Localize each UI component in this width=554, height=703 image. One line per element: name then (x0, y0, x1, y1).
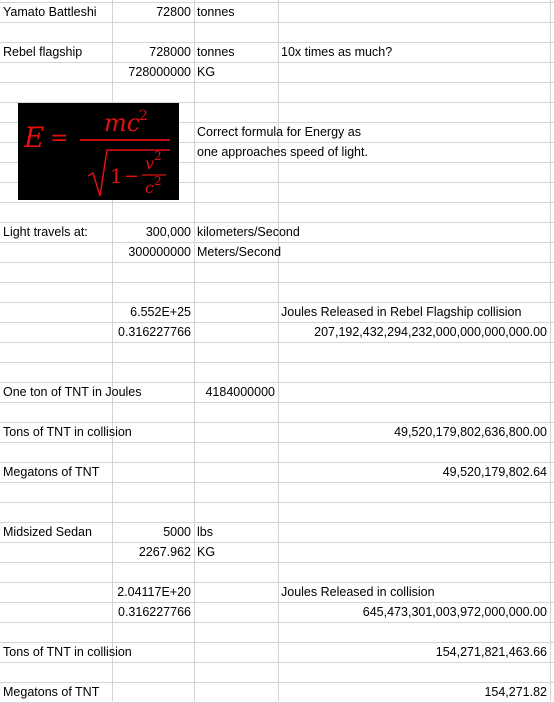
row-gridline (0, 42, 554, 43)
row-gridline (0, 62, 554, 63)
row-gridline (0, 342, 554, 343)
cell[interactable]: 300,000 (145, 225, 191, 239)
cell[interactable]: kilometers/Second (197, 225, 300, 239)
cell[interactable]: Tons of TNT in collision (3, 425, 132, 439)
formula-exponent: 2 (139, 108, 148, 124)
formula-graphic (18, 103, 179, 200)
cell[interactable]: Joules Released in collision (281, 585, 435, 599)
cell[interactable]: 728000000 (128, 65, 191, 79)
cell[interactable]: 10x times as much? (281, 45, 393, 59)
row-gridline (0, 482, 554, 483)
formula-c-exp: 2 (154, 174, 162, 188)
cell[interactable]: 0.316227766 (118, 325, 191, 339)
cell[interactable]: 49,520,179,802.64 (442, 465, 547, 479)
row-gridline (0, 282, 554, 283)
cell[interactable]: 645,473,301,003,972,000,000.00 (362, 605, 547, 619)
energy-formula-image[interactable] (18, 103, 179, 200)
cell[interactable]: 49,520,179,802,636,800.00 (394, 425, 547, 439)
column-gridline (194, 0, 195, 701)
cell[interactable]: 300000000 (128, 245, 191, 259)
formula-c: c (145, 178, 154, 197)
row-gridline (0, 262, 554, 263)
cell[interactable]: tonnes (197, 45, 235, 59)
cell[interactable]: 6.552E+25 (130, 305, 191, 319)
formula-equals: = (50, 126, 69, 151)
cell[interactable]: KG (197, 65, 216, 79)
row-gridline (0, 402, 554, 403)
cell[interactable]: one approaches speed of light. (197, 145, 368, 159)
cell[interactable]: Light travels at: (3, 225, 88, 239)
cell[interactable]: 5000 (163, 525, 191, 539)
row-gridline (0, 562, 554, 563)
row-gridline (0, 22, 554, 23)
cell[interactable]: KG (197, 545, 216, 559)
formula-minus: − (124, 166, 140, 187)
cell[interactable]: lbs (197, 525, 213, 539)
cell[interactable]: Tons of TNT in collision (3, 645, 132, 659)
cell[interactable]: 207,192,432,294,232,000,000,000,000.00 (314, 325, 547, 339)
cell[interactable]: Joules Released in Rebel Flagship collision (281, 305, 522, 319)
row-gridline (0, 542, 554, 543)
column-gridline (550, 0, 551, 701)
cell[interactable]: Megatons of TNT (3, 465, 100, 479)
row-gridline (0, 362, 554, 363)
formula-v-exp: 2 (154, 149, 162, 163)
cell[interactable]: 72800 (156, 5, 191, 19)
cell[interactable]: Yamato Battleshi (3, 5, 97, 19)
formula-e: E (24, 121, 45, 154)
row-gridline (0, 662, 554, 663)
column-gridline (278, 0, 279, 701)
cell[interactable]: 4184000000 (205, 385, 275, 399)
cell[interactable]: Correct formula for Energy as (197, 125, 361, 139)
cell[interactable]: Meters/Second (197, 245, 282, 259)
row-gridline (0, 582, 554, 583)
formula-one: 1 (110, 164, 123, 188)
cell[interactable]: 2267.962 (138, 545, 191, 559)
cell[interactable]: 728000 (149, 45, 191, 59)
formula-v: v (145, 154, 155, 173)
row-gridline (0, 202, 554, 203)
cell[interactable]: 0.316227766 (118, 605, 191, 619)
row-gridline (0, 622, 554, 623)
cell[interactable]: Rebel flagship (3, 45, 83, 59)
cell[interactable]: tonnes (197, 5, 235, 19)
cell[interactable]: 2.04117E+20 (117, 585, 191, 599)
cell[interactable]: One ton of TNT in Joules (3, 385, 142, 399)
row-gridline (0, 442, 554, 443)
formula-numerator: mc (104, 109, 141, 137)
cell[interactable]: 154,271.82 (484, 685, 547, 699)
cell[interactable]: 154,271,821,463.66 (435, 645, 547, 659)
cell[interactable]: Midsized Sedan (3, 525, 92, 539)
row-gridline (0, 502, 554, 503)
cell[interactable]: Megatons of TNT (3, 685, 100, 699)
row-gridline (0, 82, 554, 83)
